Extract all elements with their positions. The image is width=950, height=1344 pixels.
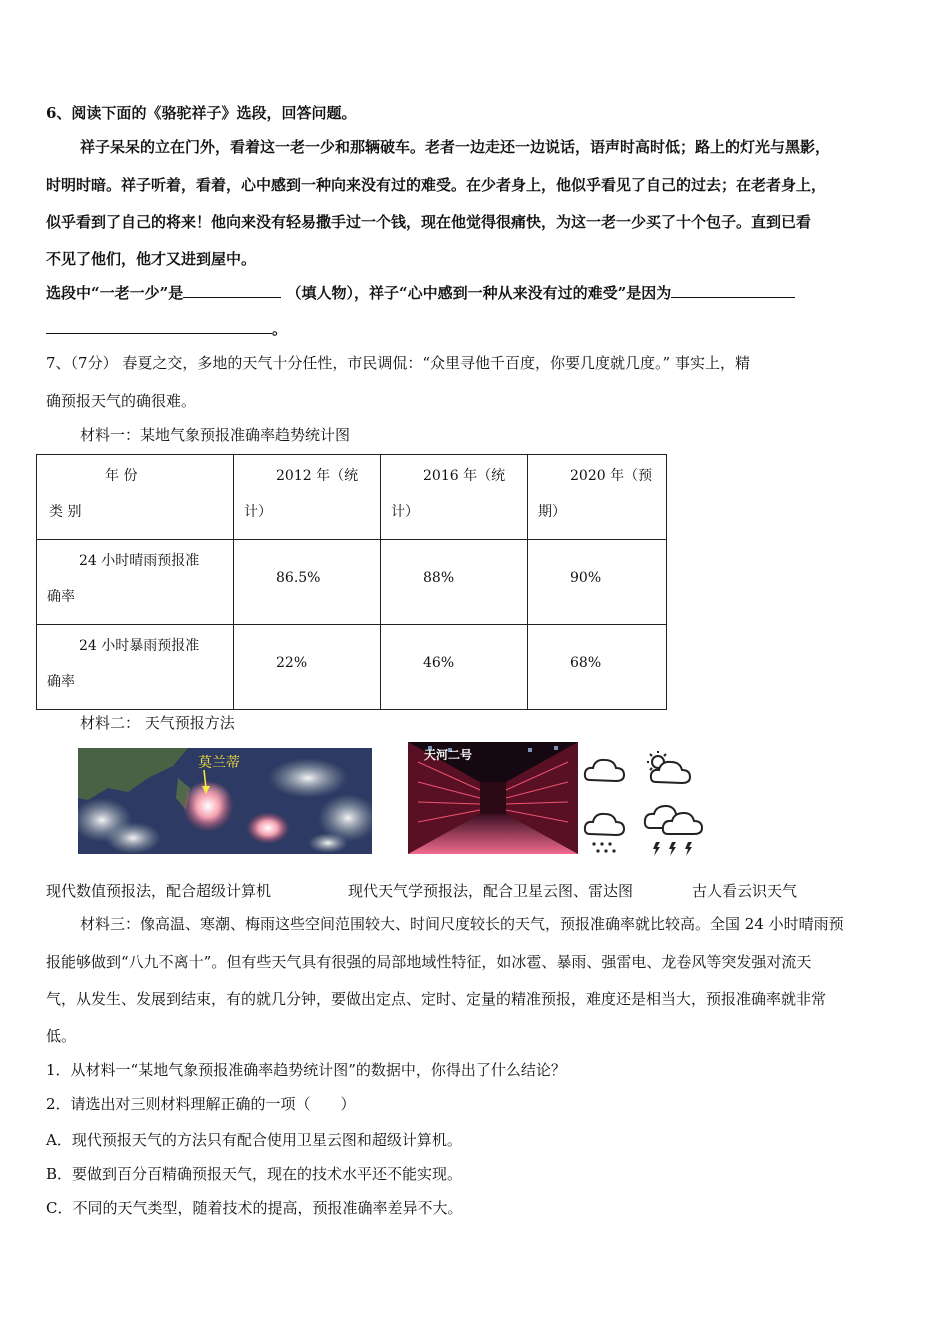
weather-icons-graphic	[580, 748, 710, 858]
satellite-cloud-image	[78, 748, 372, 854]
table-row	[37, 625, 667, 710]
q7-intro-1: 7、（7分） 春夏之交，多地的天气十分任性，市民调侃：“众里寻他千百度，你要几度就几度。” 事实上，精	[46, 354, 750, 372]
typhoon-label: 莫兰蒂	[198, 755, 240, 771]
table-row	[37, 540, 667, 625]
q6-question-part-a: 选段中“一老一少”是	[46, 284, 184, 302]
col-header-2016	[381, 455, 528, 540]
cell-value: 68%	[570, 655, 602, 671]
q7-intro-2: 确预报天气的确很难。	[46, 392, 197, 410]
col-header-2020	[528, 455, 667, 540]
row-label-line: 确率	[47, 674, 75, 690]
table-cell	[381, 625, 528, 710]
material3-line-1: 材料三：像高温、寒潮、梅雨这些空间范围较大、时间尺度较长的天气，预报准确率就比较高。全国 24 小时晴雨预	[80, 915, 844, 933]
material3-line-4: 低。	[46, 1027, 77, 1045]
q6-para-line-3: 似乎看到了自己的将来！他向来没有轻易撒手过一个钱，现在他觉得很痛快，为这一老一少买了十个包子。直到已看	[46, 213, 812, 231]
q6-question-part-b: （填人物），祥子“心中感到一种从来没有过的难受”是因为	[286, 284, 672, 302]
q6-para-line-4: 不见了他们，他才又进到屋中。	[46, 250, 257, 268]
caption-numerical-forecast: 现代数值预报法，配合超级计算机	[46, 882, 272, 900]
material2-title: 材料二： 天气预报方法	[80, 714, 235, 732]
cloud-icon	[585, 760, 624, 781]
row-label	[37, 540, 234, 625]
q6-question-cont	[46, 318, 287, 339]
row-label-line: 确率	[47, 589, 75, 605]
col-header-text: 2016 年（统	[423, 468, 506, 484]
supercomputer-label: 天河二号	[424, 748, 473, 762]
material1-title: 材料一：某地气象预报准确率趋势统计图	[80, 426, 351, 444]
table-cell	[234, 540, 381, 625]
table-cell	[234, 625, 381, 710]
q6-question	[46, 282, 795, 303]
cell-value: 46%	[423, 655, 455, 671]
forecast-accuracy-table	[36, 454, 667, 710]
choice-c[interactable]: C．不同的天气类型，随着技术的提高，预报准确率差异不大。	[46, 1199, 463, 1217]
q6-question-end: 。	[272, 320, 288, 338]
col-header-2012	[234, 455, 381, 540]
sun-cloud-icon	[647, 751, 690, 783]
thunderstorm-cloud-icon	[645, 806, 702, 856]
table-cell	[528, 540, 667, 625]
col-header-text: 计）	[244, 504, 272, 520]
q6-title: 6、阅读下面的《骆驼祥子》选段，回答问题。	[46, 104, 357, 122]
table-cell	[528, 625, 667, 710]
q6-para-line-1: 祥子呆呆的立在门外，看着这一老一少和那辆破车。老者一边走还一边说话，语声时高时低；路上的灯光与黑影，	[80, 138, 831, 156]
cell-value: 88%	[423, 570, 455, 586]
material3-line-2: 报能够做到“八九不离十”。但有些天气具有很强的局部地域性特征，如冰雹、暴雨、强雷电、龙卷风等突发强对流天	[46, 953, 812, 971]
header-year-label: 年 份	[105, 468, 138, 484]
col-header-text: 2020 年（预	[570, 468, 653, 484]
cell-value: 86.5%	[276, 570, 321, 586]
weather-icons	[580, 748, 710, 858]
q6-para-line-2: 时明时暗。祥子听着，看着，心中感到一种向来没有过的难受。在少者身上，他似乎看见了自己的过去；在老者身上，	[46, 176, 827, 194]
cell-value: 90%	[570, 570, 602, 586]
table-corner-header	[37, 455, 234, 540]
answer-blank-2[interactable]	[671, 283, 795, 298]
row-label-line: 24 小时晴雨预报准	[79, 553, 200, 569]
supercomputer-image	[408, 742, 578, 854]
col-header-text: 2012 年（统	[276, 468, 359, 484]
choice-a[interactable]: A．现代预报天气的方法只有配合使用卫星云图和超级计算机。	[46, 1131, 462, 1149]
caption-ancient-forecast: 古人看云识天气	[692, 882, 798, 900]
caption-synoptic-forecast: 现代天气学预报法，配合卫星云图、雷达图	[348, 882, 634, 900]
cell-value: 22%	[276, 655, 308, 671]
sub-question-2: 2．请选出对三则材料理解正确的一项（ ）	[46, 1095, 356, 1113]
row-label-line: 24 小时暴雨预报准	[79, 638, 200, 654]
header-category-label: 类 别	[49, 504, 82, 520]
table-cell	[381, 540, 528, 625]
choice-b[interactable]: B．要做到百分百精确预报天气，现在的技术水平还不能实现。	[46, 1165, 463, 1183]
col-header-text: 计）	[391, 504, 419, 520]
answer-blank-1[interactable]	[183, 283, 281, 298]
sub-question-1: 1．从材料一“某地气象预报准确率趋势统计图”的数据中，你得出了什么结论？	[46, 1061, 566, 1079]
row-label	[37, 625, 234, 710]
answer-blank-3[interactable]	[46, 319, 272, 334]
snow-cloud-icon	[585, 814, 624, 853]
col-header-text: 期）	[538, 504, 566, 520]
material3-line-3: 气，从发生、发展到结束，有的就几分钟，要做出定点、定时、定量的精准预报，难度还是相当大，预报准确率就非常	[46, 990, 827, 1008]
